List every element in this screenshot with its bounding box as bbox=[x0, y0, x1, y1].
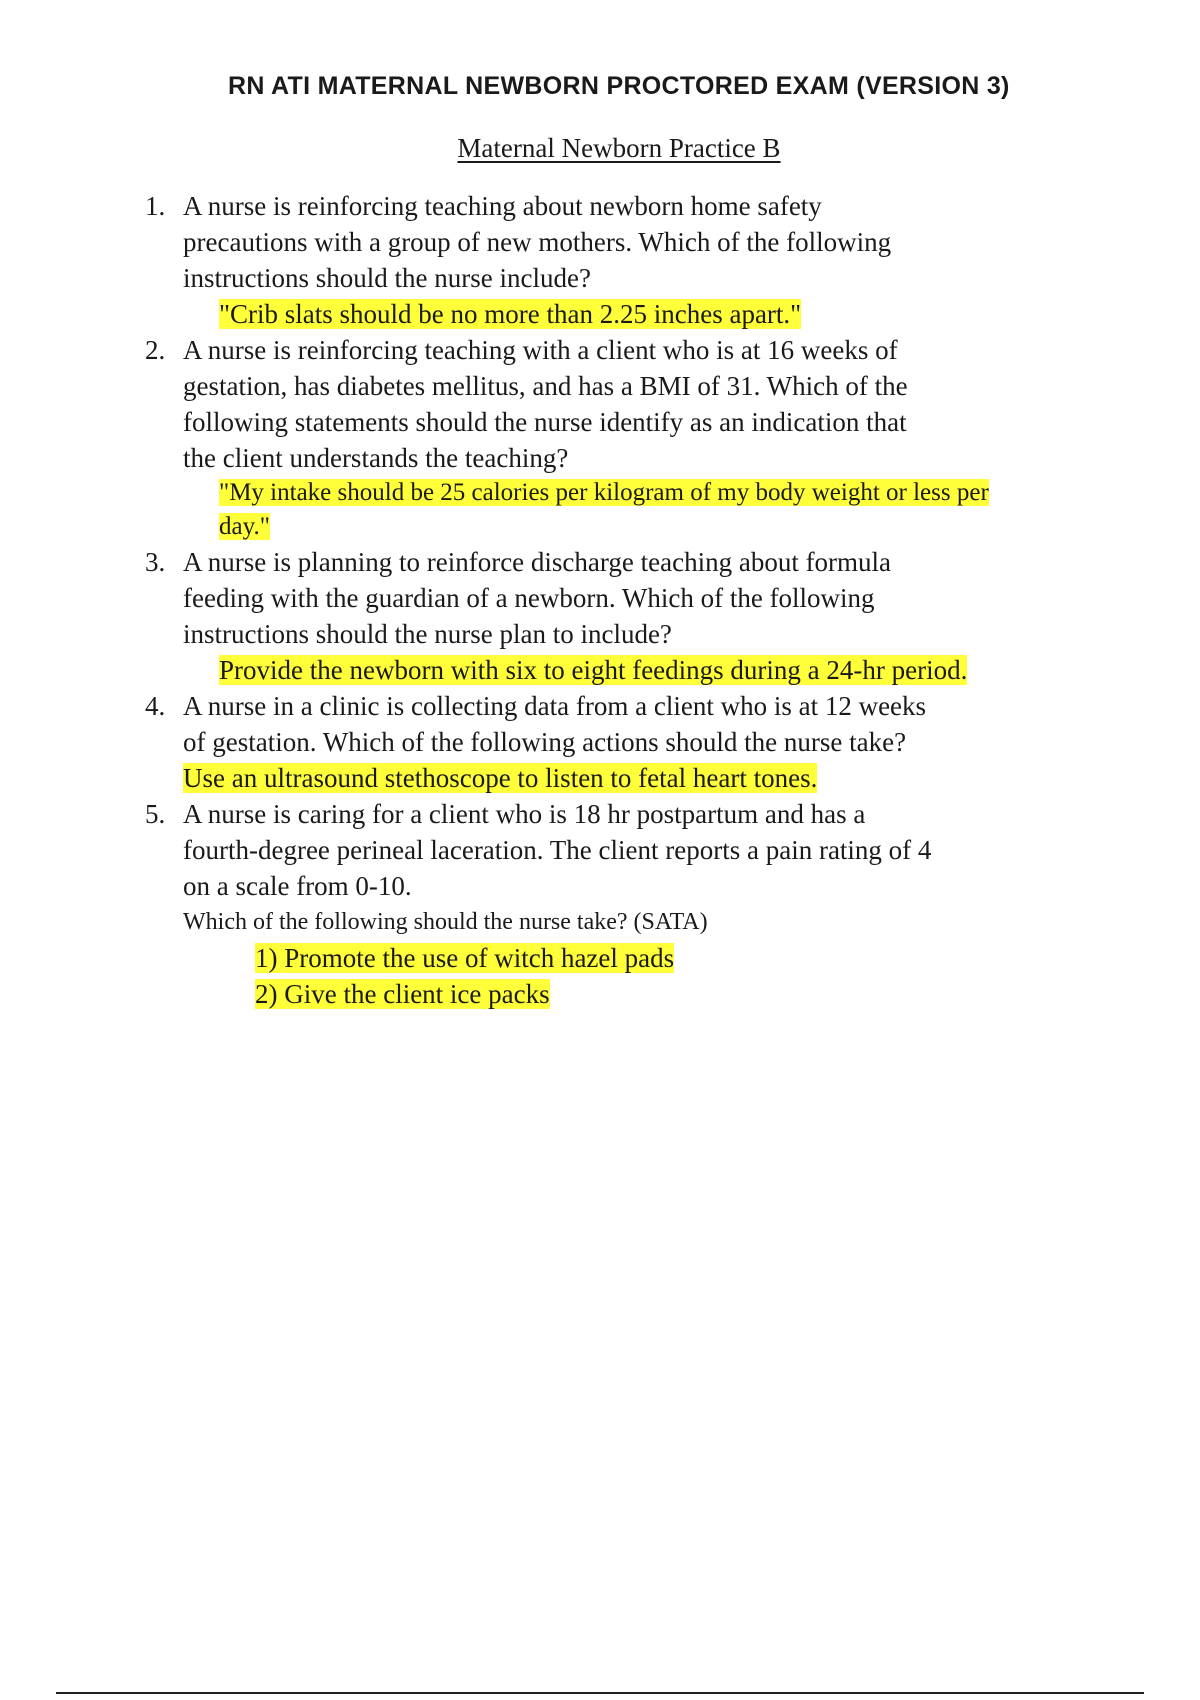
question-1 bbox=[145, 188, 1105, 332]
question-5 bbox=[145, 796, 1105, 1012]
bottom-divider bbox=[56, 1692, 1144, 1694]
question-list bbox=[145, 188, 1105, 1012]
question-number: 4. bbox=[145, 691, 166, 721]
question-number: 3. bbox=[145, 547, 166, 577]
answer-options bbox=[183, 940, 1105, 1012]
question-text: A nurse is caring for a client who is 18 hr postpartum and has a fourth-degree perineal laceration. The client reports a pain rating of 4 on a scale from 0-10. bbox=[183, 799, 932, 901]
document-subtitle: Maternal Newborn Practice B bbox=[457, 133, 781, 163]
question-text: A nurse is reinforcing teaching about newborn home safety precautions with a group of new mothers. Which of the following instructions should the nurse include? bbox=[183, 191, 892, 293]
question-number: 5. bbox=[145, 799, 166, 829]
highlighted-answer: Use an ultrasound stethoscope to listen to fetal heart tones. bbox=[183, 763, 818, 793]
question-2 bbox=[145, 332, 1105, 544]
question-text: A nurse is reinforcing teaching with a client who is at 16 weeks of gestation, has diabetes mellitus, and has a BMI of 31. Which of the following statements should the nurse identify as an indication that the client understands the teaching? bbox=[183, 335, 908, 473]
highlighted-answer: "Crib slats should be no more than 2.25 inches apart." bbox=[219, 299, 802, 329]
question-prompt: Which of the following should the nurse take? (SATA) bbox=[183, 909, 708, 935]
question-number: 1. bbox=[145, 191, 166, 221]
highlighted-answer: Provide the newborn with six to eight feedings during a 24-hr period. bbox=[219, 655, 968, 685]
question-4 bbox=[145, 688, 1105, 796]
question-3 bbox=[145, 544, 1105, 688]
highlighted-answer: "My intake should be 25 calories per kilogram of my body weight or less per day." bbox=[219, 479, 989, 540]
question-text: A nurse is planning to reinforce discharge teaching about formula feeding with the guardian of a newborn. Which of the following instructions should the nurse plan to include? bbox=[183, 547, 892, 649]
highlighted-option: 2) Give the client ice packs bbox=[255, 979, 550, 1009]
question-text: A nurse in a clinic is collecting data from a client who is at 12 weeks of gestation. Which of the following actions should the nurse take? bbox=[183, 691, 927, 757]
document-title: RN ATI MATERNAL NEWBORN PROCTORED EXAM (VERSION 3) bbox=[228, 72, 1010, 100]
highlighted-option: 1) Promote the use of witch hazel pads bbox=[255, 943, 675, 973]
question-number: 2. bbox=[145, 335, 166, 365]
